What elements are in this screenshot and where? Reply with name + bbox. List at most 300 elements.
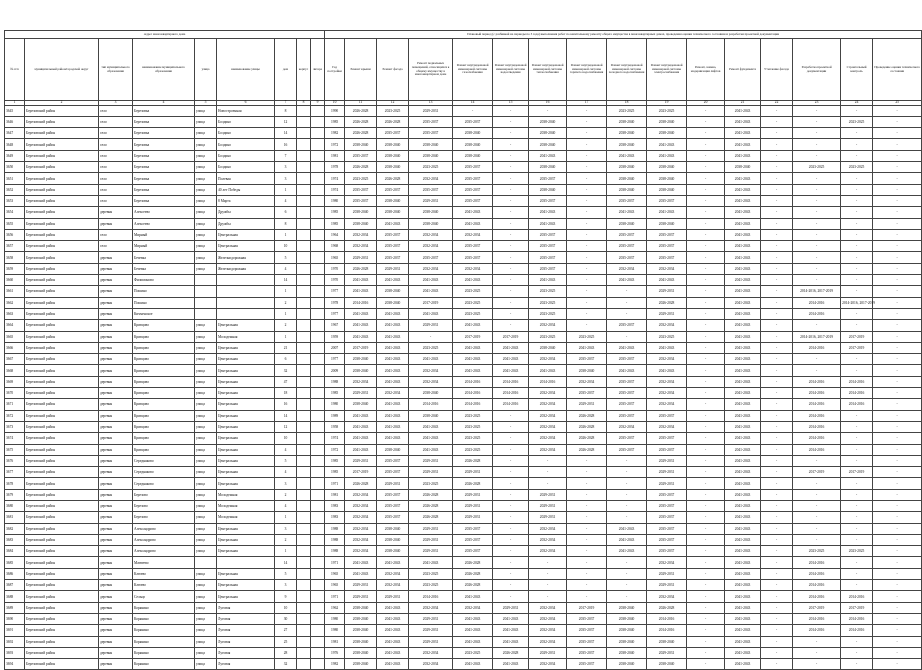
table-cell: 2029-2031 <box>409 546 453 557</box>
table-cell: 1985 <box>325 218 345 229</box>
column-header: Ремонт внутридомовой инженерной системы горячего водоснабжения <box>567 39 607 101</box>
table-cell: 1988 <box>325 546 345 557</box>
table-cell: - <box>761 105 793 116</box>
table-cell: 2014-2016 <box>529 376 567 387</box>
table-cell: - <box>793 534 841 545</box>
table-cell: Березовский район <box>25 602 99 613</box>
table-cell: 2038-2040 <box>409 410 453 421</box>
table-cell: - <box>873 399 922 410</box>
table-cell: 2032-2034 <box>647 399 687 410</box>
table-cell: 2038-2040 <box>377 523 409 534</box>
table-cell: деревня <box>99 218 133 229</box>
table-cell: 2038-2040 <box>345 207 377 218</box>
table-cell: 3 <box>275 523 297 534</box>
table-cell: Центральная <box>217 320 275 331</box>
table-cell: 2035-2037 <box>647 546 687 557</box>
table-cell: Корякино <box>133 613 195 624</box>
table-cell <box>311 263 325 274</box>
table-cell: 2035-2037 <box>647 410 687 421</box>
table-cell <box>311 105 325 116</box>
table-cell <box>311 376 325 387</box>
table-cell: - <box>567 150 607 161</box>
table-cell: Березовка <box>133 139 195 150</box>
table-cell: 2032-2034 <box>377 388 409 399</box>
table-cell: 5 <box>275 568 297 579</box>
table-cell: Центральная <box>217 229 275 240</box>
table-cell: деревня <box>99 659 133 670</box>
table-cell: - <box>687 659 725 670</box>
table-cell <box>311 139 325 150</box>
table-cell: Молодежная <box>217 331 275 342</box>
table-cell: 2032-2034 <box>409 365 453 376</box>
table-cell <box>311 207 325 218</box>
table-cell: 2041-2043 <box>725 534 761 545</box>
table-cell: - <box>607 568 647 579</box>
table-cell: 3645 <box>5 105 25 116</box>
table-cell <box>311 162 325 173</box>
table-cell: Березовский район <box>25 625 99 636</box>
table-cell: - <box>687 195 725 206</box>
table-cell: 2041-2043 <box>725 568 761 579</box>
table-cell: 2029-2031 <box>409 625 453 636</box>
table-cell: - <box>567 139 607 150</box>
table-cell: - <box>841 150 873 161</box>
table-cell: - <box>873 105 922 116</box>
table-cell: 2035-2037 <box>409 184 453 195</box>
table-cell: 2041-2043 <box>493 659 529 670</box>
table-cell: 2032-2034 <box>529 320 567 331</box>
table-cell: 2017-2019 <box>841 602 873 613</box>
table-cell: 2041-2043 <box>453 636 493 647</box>
table-cell: 3687 <box>5 580 25 591</box>
table-cell: - <box>761 613 793 624</box>
column-header: наименование муниципального образования <box>133 39 195 101</box>
table-cell <box>297 534 311 545</box>
table-cell: 3690 <box>5 613 25 624</box>
table-cell: - <box>567 252 607 263</box>
table-cell: 2032-2034 <box>345 534 377 545</box>
table-cell <box>297 388 311 399</box>
table-cell: - <box>761 444 793 455</box>
table-cell: 3648 <box>5 139 25 150</box>
table-cell: 2023-2025 <box>453 433 493 444</box>
table-cell: - <box>493 433 529 444</box>
table-cell: - <box>493 162 529 173</box>
table-cell: - <box>793 478 841 489</box>
table-cell: 2026-2028 <box>409 500 453 511</box>
table-cell: 2041-2043 <box>377 647 409 658</box>
table-cell: - <box>607 591 647 602</box>
table-cell: 2029-2031 <box>409 636 453 647</box>
table-cell: 2035-2037 <box>529 252 567 263</box>
table-cell: Березовский район <box>25 433 99 444</box>
table-cell: Корякино <box>133 636 195 647</box>
table-cell: 3663 <box>5 308 25 319</box>
table-cell: 2032-2034 <box>529 388 567 399</box>
table-cell: деревня <box>99 308 133 319</box>
table-cell: - <box>793 320 841 331</box>
table-cell: - <box>841 229 873 240</box>
table-cell: 2038-2040 <box>607 139 647 150</box>
table-cell: - <box>493 207 529 218</box>
table-cell: - <box>761 342 793 353</box>
table-cell <box>311 580 325 591</box>
table-cell: 3681 <box>5 512 25 523</box>
table-cell: 1968 <box>325 241 345 252</box>
table-cell: Березовский район <box>25 636 99 647</box>
table-cell: - <box>793 184 841 195</box>
table-cell: 2038-2040 <box>345 354 377 365</box>
column-header: улица <box>195 39 217 101</box>
table-cell: Дружбы <box>217 218 275 229</box>
table-cell: 2041-2043 <box>377 275 409 286</box>
table-cell: деревня <box>99 455 133 466</box>
table-cell: 2023-2025 <box>841 116 873 127</box>
table-row <box>5 546 922 557</box>
table-cell: 2023-2025 <box>529 297 567 308</box>
table-cell: улица <box>195 602 217 613</box>
table-cell: - <box>687 455 725 466</box>
table-cell: - <box>687 116 725 127</box>
table-cell: улица <box>195 444 217 455</box>
table-cell: - <box>761 421 793 432</box>
table-cell: Центральная <box>217 433 275 444</box>
table-cell: - <box>873 568 922 579</box>
table-cell: 2029-2031 <box>345 252 377 263</box>
table-cell: улица <box>195 376 217 387</box>
table-cell: Березовка <box>133 162 195 173</box>
table-cell: - <box>761 376 793 387</box>
table-cell: 1971 <box>325 557 345 568</box>
table-cell: 2017-2019 <box>841 467 873 478</box>
table-cell: - <box>761 659 793 670</box>
table-cell: 2029-2031 <box>453 489 493 500</box>
table-cell: 3683 <box>5 534 25 545</box>
table-row <box>5 229 922 240</box>
table-cell: 2014-2016 <box>793 557 841 568</box>
table-cell: 2035-2037 <box>567 354 607 365</box>
table-cell: - <box>493 308 529 319</box>
table-cell: 28 <box>275 647 297 658</box>
table-cell: 2032-2034 <box>567 376 607 387</box>
table-cell: 2041-2043 <box>493 636 529 647</box>
table-cell: 2035-2037 <box>529 229 567 240</box>
table-cell: Мирный <box>133 229 195 240</box>
table-cell: 2041-2043 <box>725 625 761 636</box>
table-cell: 1980 <box>325 399 345 410</box>
table-cell: деревня <box>99 591 133 602</box>
table-cell: 2 <box>275 489 297 500</box>
table-cell: 2026-2028 <box>453 557 493 568</box>
table-cell: 2041-2043 <box>529 207 567 218</box>
table-cell: 2014-2016 <box>345 297 377 308</box>
table-cell: улица <box>195 241 217 252</box>
table-cell: 2035-2037 <box>607 252 647 263</box>
table-cell <box>311 534 325 545</box>
table-cell: улица <box>195 150 217 161</box>
table-cell: - <box>841 512 873 523</box>
table-cell: деревня <box>99 444 133 455</box>
table-cell: - <box>607 297 647 308</box>
table-cell: Березовский район <box>25 580 99 591</box>
table-cell: деревня <box>99 297 133 308</box>
table-cell: 2041-2043 <box>377 433 409 444</box>
table-cell: улица <box>195 218 217 229</box>
table-cell <box>297 546 311 557</box>
table-cell: 3686 <box>5 568 25 579</box>
table-cell: 2035-2037 <box>377 467 409 478</box>
table-cell: - <box>793 489 841 500</box>
table-cell: 2041-2043 <box>725 128 761 139</box>
table-cell: - <box>761 139 793 150</box>
table-cell <box>297 568 311 579</box>
table-cell <box>311 150 325 161</box>
table-cell: 2032-2034 <box>647 320 687 331</box>
table-cell: Кривцово <box>133 433 195 444</box>
table-cell: село <box>99 173 133 184</box>
table-cell: - <box>873 207 922 218</box>
table-cell: 2041-2043 <box>725 421 761 432</box>
table-cell: 2038-2040 <box>529 342 567 353</box>
table-cell: - <box>761 500 793 511</box>
table-cell: - <box>687 613 725 624</box>
table-cell: - <box>793 150 841 161</box>
table-cell <box>311 602 325 613</box>
table-cell: - <box>841 241 873 252</box>
table-cell: 2035-2037 <box>453 252 493 263</box>
table-cell: 1964 <box>325 229 345 240</box>
table-cell: - <box>841 500 873 511</box>
table-cell: - <box>567 512 607 523</box>
table-cell: - <box>687 433 725 444</box>
table-cell: - <box>873 354 922 365</box>
table-cell: 2041-2043 <box>409 444 453 455</box>
table-cell: - <box>841 128 873 139</box>
table-cell: - <box>567 116 607 127</box>
table-cell: 2014-2016 <box>793 568 841 579</box>
table-cell: деревня <box>99 263 133 274</box>
table-cell: 2041-2043 <box>725 580 761 591</box>
table-cell: 2035-2037 <box>529 241 567 252</box>
table-cell: 1 <box>275 546 297 557</box>
table-cell: - <box>567 173 607 184</box>
table-cell: - <box>687 410 725 421</box>
table-cell: 2026-2028 <box>345 263 377 274</box>
table-cell: улица <box>195 263 217 274</box>
table-cell: 2041-2043 <box>345 557 377 568</box>
column-number: 24 <box>841 101 873 106</box>
table-cell: 2026-2028 <box>647 297 687 308</box>
table-cell <box>297 150 311 161</box>
table-cell: 18 <box>275 388 297 399</box>
column-header: Ремонт внутридомовой инженерной системы газоснабжения <box>453 39 493 101</box>
table-cell: 3658 <box>5 252 25 263</box>
table-cell: 1988 <box>325 523 345 534</box>
table-cell: 2029-2031 <box>409 105 453 116</box>
table-cell: Корякино <box>133 602 195 613</box>
table-cell: - <box>873 602 922 613</box>
table-cell: - <box>873 308 922 319</box>
table-cell: деревня <box>99 342 133 353</box>
table-cell: 2038-2040 <box>409 388 453 399</box>
table-cell: Березовка <box>133 184 195 195</box>
table-cell: 2026-2028 <box>453 455 493 466</box>
table-cell: Березовский район <box>25 557 99 568</box>
table-cell: 2035-2037 <box>647 229 687 240</box>
table-cell <box>297 331 311 342</box>
table-cell: Болдино <box>217 150 275 161</box>
table-cell: Березовский район <box>25 354 99 365</box>
table-cell: 2041-2043 <box>453 365 493 376</box>
table-cell: 2032-2034 <box>345 376 377 387</box>
table-cell: - <box>687 568 725 579</box>
table-cell: 2032-2034 <box>529 636 567 647</box>
table-cell: 14 <box>275 557 297 568</box>
table-cell: 4 <box>275 467 297 478</box>
table-cell: 2014-2016 <box>841 625 873 636</box>
table-cell: 2041-2043 <box>377 331 409 342</box>
table-cell <box>297 602 311 613</box>
table-cell: 32 <box>275 365 297 376</box>
table-cell: деревня <box>99 399 133 410</box>
table-cell: - <box>687 512 725 523</box>
table-cell: Березовский район <box>25 218 99 229</box>
table-cell <box>297 659 311 670</box>
table-cell: 1974 <box>325 184 345 195</box>
table-cell: - <box>793 263 841 274</box>
table-cell: Березовский район <box>25 150 99 161</box>
column-header: Ремонт крыши <box>345 39 377 101</box>
column-number: 14 <box>453 101 493 106</box>
table-cell: 2035-2037 <box>377 241 409 252</box>
table-cell: 1978 <box>325 162 345 173</box>
table-cell: - <box>841 308 873 319</box>
table-cell: 1965 <box>325 568 345 579</box>
table-cell: 2014-2016 <box>793 433 841 444</box>
table-cell: 2041-2043 <box>725 252 761 263</box>
table-cell: улица <box>195 636 217 647</box>
table-cell: улица <box>195 354 217 365</box>
table-cell: Березовский район <box>25 444 99 455</box>
table-cell: 2032-2034 <box>409 241 453 252</box>
column-number: 16 <box>529 101 567 106</box>
table-cell: Березовский район <box>25 647 99 658</box>
table-cell: 2023-2025 <box>345 173 377 184</box>
table-cell: 2032-2034 <box>409 376 453 387</box>
table-cell: 1972 <box>325 444 345 455</box>
table-cell: - <box>873 647 922 658</box>
table-cell: 1 <box>275 286 297 297</box>
column-number: 21 <box>725 101 761 106</box>
table-row <box>5 105 922 116</box>
table-cell <box>311 241 325 252</box>
table-cell: 2017-2019 <box>567 602 607 613</box>
table-cell: - <box>761 241 793 252</box>
table-cell <box>311 173 325 184</box>
table-cell: - <box>873 546 922 557</box>
table-cell: - <box>493 489 529 500</box>
table-cell <box>311 275 325 286</box>
table-cell: 2038-2040 <box>345 139 377 150</box>
table-cell: - <box>761 410 793 421</box>
table-cell: 3649 <box>5 150 25 161</box>
table-cell: 2041-2043 <box>607 150 647 161</box>
table-cell: - <box>687 602 725 613</box>
table-cell: деревня <box>99 523 133 534</box>
table-cell: - <box>567 467 607 478</box>
table-cell: 3694 <box>5 659 25 670</box>
table-cell: Пошино <box>133 297 195 308</box>
table-cell: - <box>873 139 922 150</box>
table-cell: 2035-2037 <box>377 500 409 511</box>
table-cell: - <box>493 568 529 579</box>
table-cell: улица <box>195 162 217 173</box>
table-cell: - <box>873 534 922 545</box>
table-cell: - <box>687 534 725 545</box>
table-cell <box>217 308 275 319</box>
table-cell: 2035-2037 <box>345 184 377 195</box>
table-cell <box>311 557 325 568</box>
table-cell: 27 <box>275 625 297 636</box>
table-cell: 2035-2037 <box>607 195 647 206</box>
table-cell: 2 <box>275 534 297 545</box>
table-cell: - <box>761 512 793 523</box>
table-cell <box>217 275 275 286</box>
table-cell: 2032-2034 <box>529 410 567 421</box>
table-cell: 2032-2034 <box>453 263 493 274</box>
table-cell: - <box>841 489 873 500</box>
table-cell: 2038-2040 <box>377 139 409 150</box>
table-cell: - <box>873 467 922 478</box>
table-cell <box>311 489 325 500</box>
column-number: 7 <box>275 101 297 106</box>
table-cell: 2032-2034 <box>409 659 453 670</box>
table-cell: - <box>493 139 529 150</box>
table-cell: Центральная <box>217 467 275 478</box>
table-cell: - <box>761 150 793 161</box>
table-cell: - <box>607 489 647 500</box>
table-cell: 2029-2031 <box>647 467 687 478</box>
table-cell: 2041-2043 <box>725 354 761 365</box>
table-cell: 2041-2043 <box>725 342 761 353</box>
table-cell: - <box>873 636 922 647</box>
table-cell: Сельцо <box>133 591 195 602</box>
table-cell: 2023-2025 <box>409 162 453 173</box>
table-cell: улица <box>195 512 217 523</box>
table-cell: - <box>873 557 922 568</box>
table-cell: - <box>687 478 725 489</box>
table-cell: 1988 <box>325 376 345 387</box>
table-cell: - <box>793 636 841 647</box>
table-cell: 2038-2040 <box>607 173 647 184</box>
table-cell: Березовский район <box>25 613 99 624</box>
table-cell: - <box>687 105 725 116</box>
table-cell: 2032-2034 <box>409 173 453 184</box>
table-cell <box>297 636 311 647</box>
table-cell: - <box>529 478 567 489</box>
table-cell: 2038-2040 <box>345 647 377 658</box>
table-cell: 1978 <box>325 297 345 308</box>
table-cell <box>297 500 311 511</box>
table-cell <box>195 557 217 568</box>
table-cell: 3 <box>275 580 297 591</box>
table-cell: Центральная <box>217 376 275 387</box>
table-cell: Луговая <box>217 602 275 613</box>
table-cell: Болдино <box>217 116 275 127</box>
table-cell: 2032-2034 <box>529 523 567 534</box>
table-cell: - <box>567 546 607 557</box>
table-cell: - <box>567 297 607 308</box>
